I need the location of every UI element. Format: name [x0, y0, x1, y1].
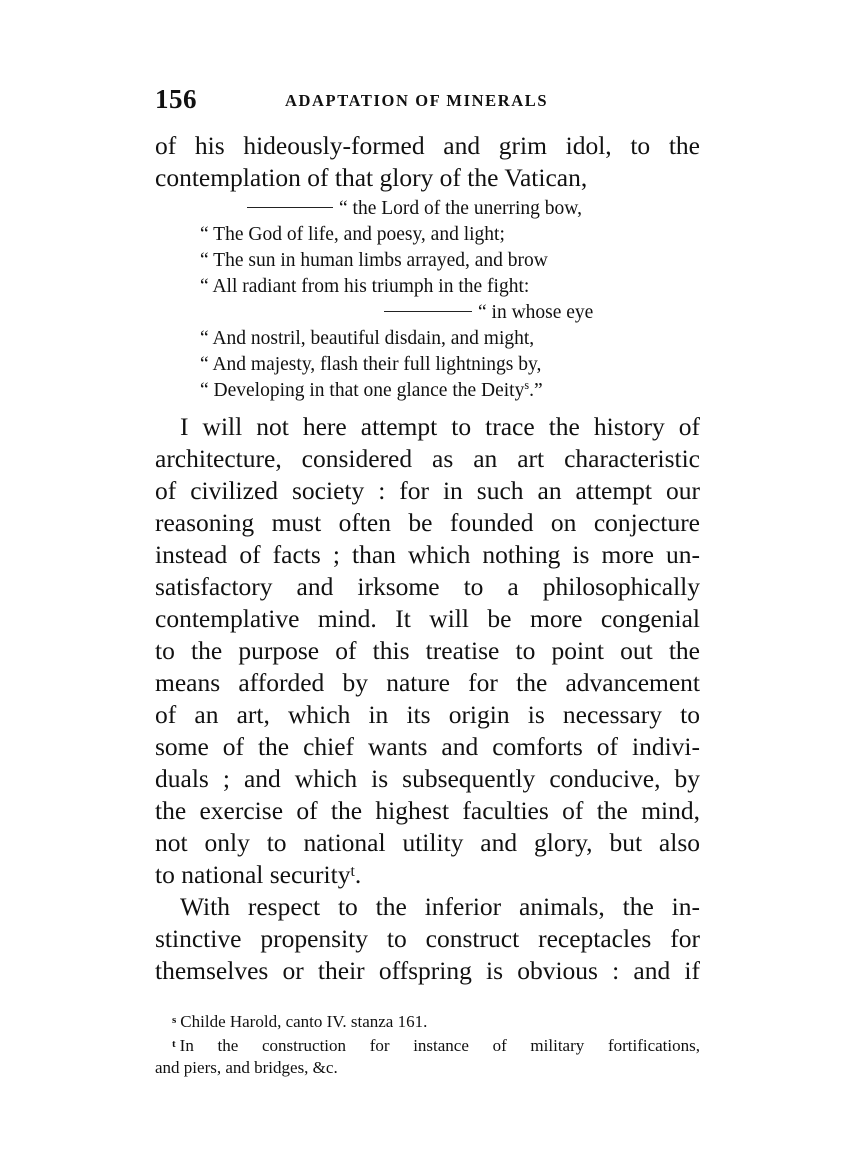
text-line: reasoning must often be founded on conjecture: [155, 508, 700, 537]
verse-line: “ And majesty, flash their full lightnings by,: [200, 354, 542, 375]
text-line: not only to national utility and glory, but also: [155, 828, 700, 857]
verse-line: “ Developing in that one glance the Deity$^s$.”: [200, 378, 543, 401]
em-dash-rule: [247, 207, 333, 208]
text-line: stinctive propensity to construct receptacles for: [155, 924, 700, 953]
verse-line: “ in whose eye: [384, 300, 593, 326]
text-line: I will not here attempt to trace the history of: [180, 412, 700, 441]
verse-line: “ the Lord of the unerring bow,: [247, 196, 582, 222]
text-line: instead of facts ; than which nothing is more un-: [155, 540, 700, 569]
text-line: to national security$^t$.: [155, 860, 362, 889]
text-line: of his hideously-formed and grim idol, to the: [155, 131, 700, 160]
page-number: 156: [155, 84, 197, 114]
em-dash-rule: [384, 311, 472, 312]
footnote-mark-s: s: [172, 1014, 177, 1026]
text-line: of civilized society : for in such an attempt our: [155, 476, 700, 505]
footnote-t-continuation: and piers, and bridges, &c.: [155, 1058, 338, 1077]
verse-line: “ The God of life, and poesy, and light;: [200, 224, 505, 245]
text-line: contemplation of that glory of the Vatican,: [155, 163, 588, 192]
running-title: ADAPTATION OF MINERALS: [285, 91, 549, 110]
page-header: [155, 84, 700, 124]
text-line: of an art, which in its origin is necessary to: [155, 700, 700, 729]
text-line: the exercise of the highest faculties of the mind,: [155, 796, 700, 825]
footnote-s: $^s$ Childe Harold, canto IV. stanza 161.: [172, 1012, 428, 1031]
verse-line: “ All radiant from his triumph in the fight:: [200, 276, 530, 297]
text-line: some of the chief wants and comforts of indivi-: [155, 732, 700, 761]
footnote-ref-t: t: [350, 863, 355, 880]
verse-line: “ The sun in human limbs arrayed, and brow: [200, 250, 548, 271]
footnote-t: $^t$ In the construction for instance of military fortifications,: [172, 1036, 700, 1055]
text-line: architecture, considered as an art characteristic: [155, 444, 700, 473]
text-line: With respect to the inferior animals, the in-: [180, 892, 700, 921]
text-line: themselves or their offspring is obvious : and if: [155, 956, 700, 985]
text-line: means afforded by nature for the advancement: [155, 668, 700, 697]
footnote-ref-s: s: [524, 378, 530, 392]
text-line: contemplative mind. It will be more congenial: [155, 604, 700, 633]
text-line: satisfactory and irksome to a philosophically: [155, 572, 700, 601]
text-line: duals ; and which is subsequently conducive, by: [155, 764, 700, 793]
verse-line: “ And nostril, beautiful disdain, and might,: [200, 328, 535, 349]
text-line: to the purpose of this treatise to point out the: [155, 636, 700, 665]
footnote-mark-t: t: [172, 1038, 176, 1050]
